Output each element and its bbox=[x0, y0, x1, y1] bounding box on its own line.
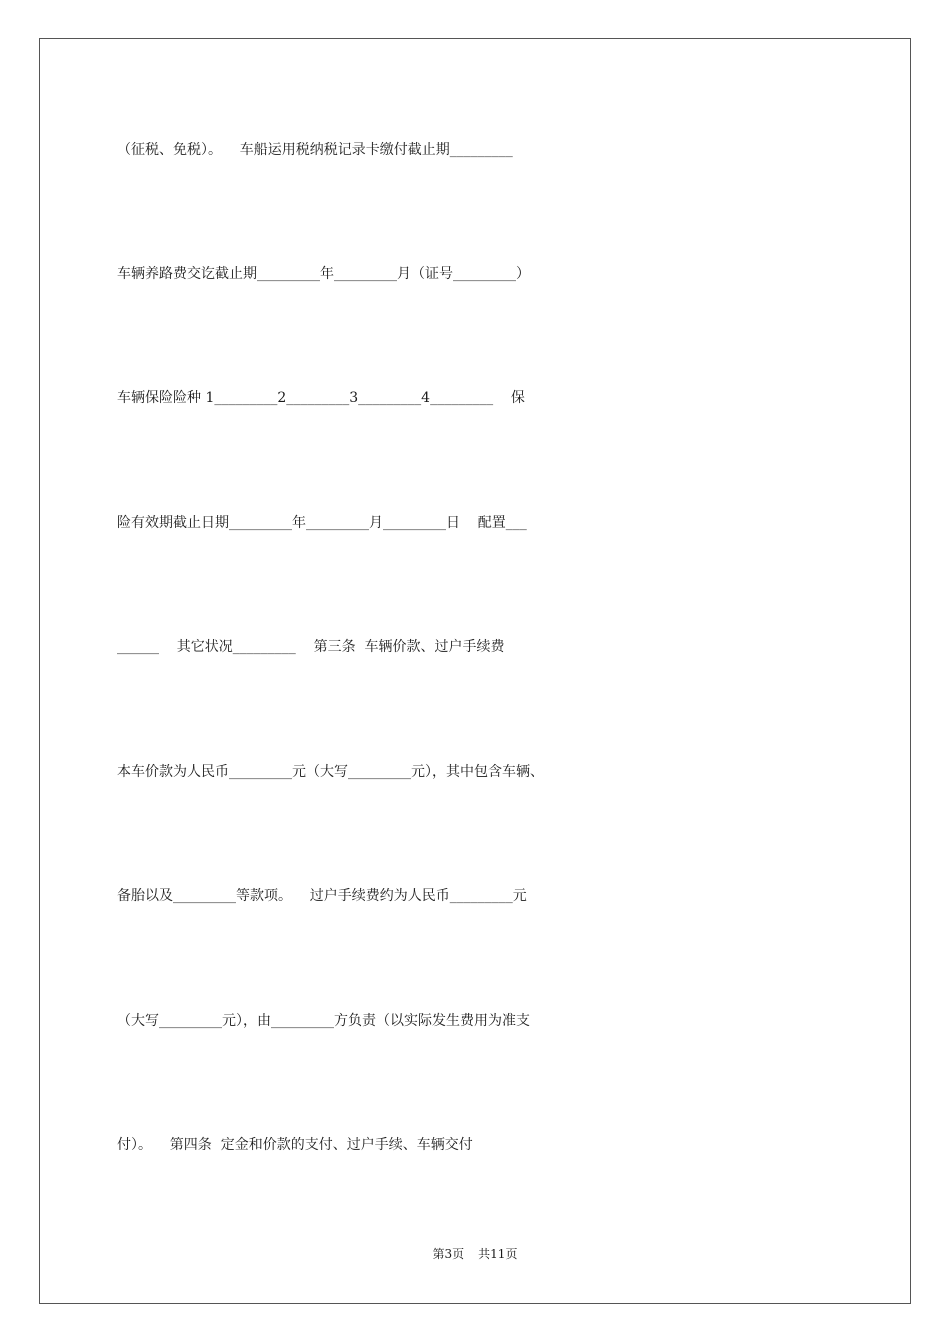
body-line-4: 险有效期截止日期_________年_________月_________日 配置___ bbox=[117, 515, 527, 531]
page-number: 第3页 bbox=[432, 1247, 465, 1261]
page-total: 共11页 bbox=[478, 1247, 518, 1261]
body-line-9: 付）。 第四条 定金和价款的支付、过户手续、车辆交付 bbox=[117, 1137, 473, 1153]
body-line-1: （征税、免税）。 车船运用税纳税记录卡缴付截止期_________ bbox=[117, 142, 513, 158]
body-line-6: 本车价款为人民币_________元（大写_________元），其中包含车辆、 bbox=[117, 764, 544, 780]
body-line-2: 车辆养路费交讫截止期_________年_________月（证号_________） bbox=[117, 266, 530, 282]
body-line-5: ______ 其它状况_________ 第三条 车辆价款、过户手续费 bbox=[117, 639, 505, 655]
page-footer bbox=[0, 1246, 950, 1262]
body-line-7: 备胎以及_________等款项。 过户手续费约为人民币_________元 bbox=[117, 888, 527, 904]
body-line-3: 车辆保险险种 1_________2_________3_________4_________ 保 bbox=[117, 390, 525, 406]
page-border bbox=[39, 38, 911, 1304]
body-line-8: （大写_________元），由_________方负责（以实际发生费用为准支 bbox=[117, 1013, 530, 1029]
